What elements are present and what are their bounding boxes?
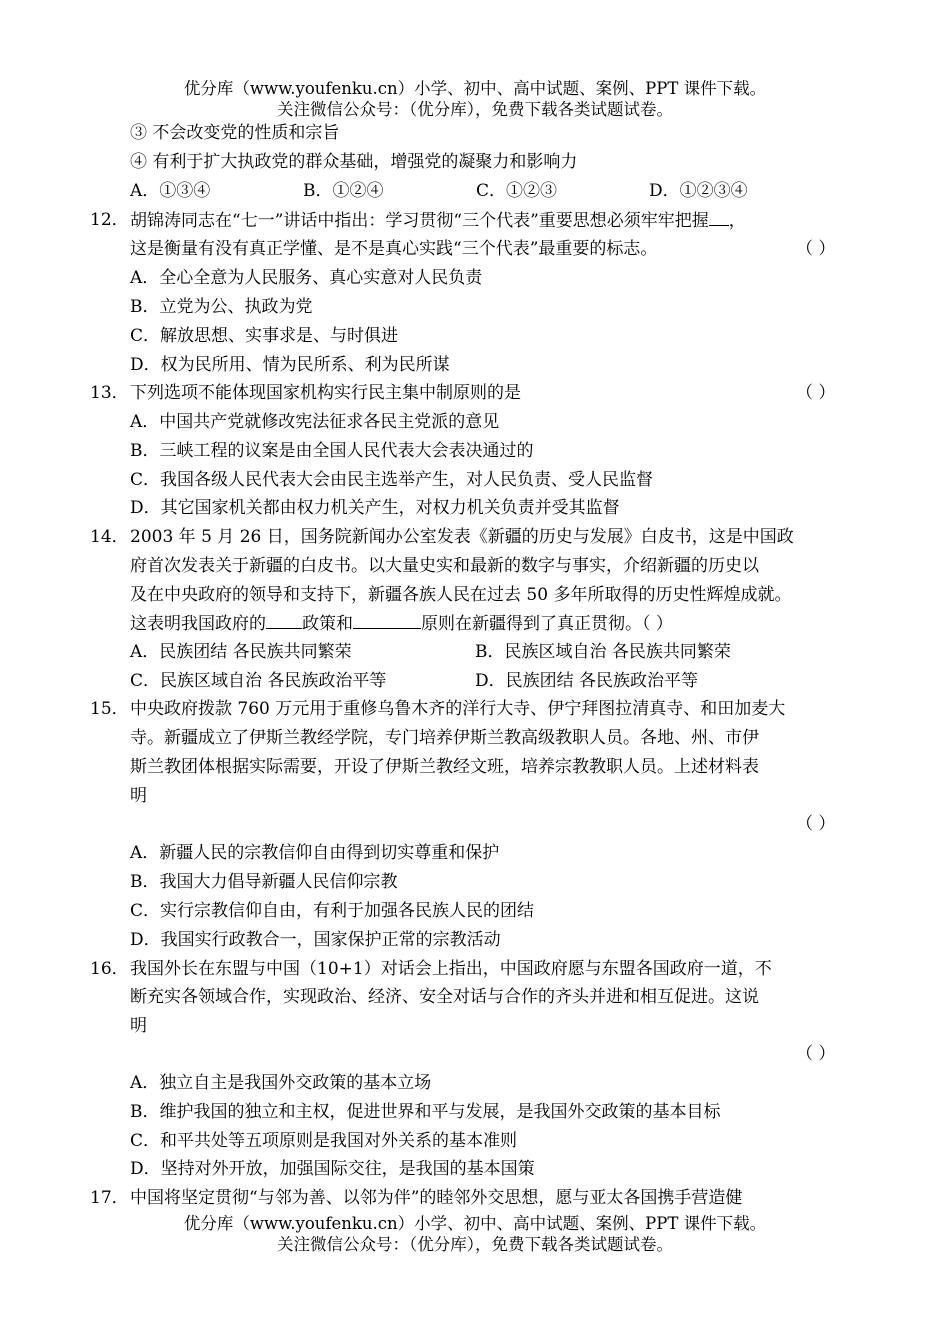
q11-option-c: C．①②③ xyxy=(476,181,558,201)
q16-answer-bracket: （ ） xyxy=(796,1044,836,1064)
q15-stem-1: 中央政府拨款 760 万元用于重修乌鲁木齐的洋行大寺、伊宁拜图拉清真寺、和田加麦大 xyxy=(130,699,786,719)
q17-stem-1: 中国将坚定贯彻“与邻为善、以邻为伴”的睦邻外交思想，愿与亚太各国携手营造健 xyxy=(130,1188,743,1208)
q14-number: 14． xyxy=(90,527,129,547)
q15-number: 15． xyxy=(90,699,129,719)
q12-answer-bracket: （ ） xyxy=(796,239,836,259)
q13-number: 13． xyxy=(90,383,129,403)
q17-number: 17． xyxy=(90,1188,129,1208)
header-line-1: 优分库（www.youfenku.cn）小学、初中、高中试题、案例、PPT 课件下载。 xyxy=(183,79,767,98)
q15-answer-bracket: （ ） xyxy=(796,814,836,834)
q14-option-a: A．民族团结 各民族共同繁荣 xyxy=(130,642,352,662)
q12-number: 12． xyxy=(90,210,129,230)
footer-line-2: 关注微信公众号：（优分库），免费下载各类试题试卷。 xyxy=(277,1235,673,1254)
q14-option-b: B．民族区域自治 各民族共同繁荣 xyxy=(475,642,731,662)
q13-stem: 下列选项不能体现国家机构实行民主集中制原则的是 xyxy=(130,383,521,403)
header-line-2: 关注微信公众号：（优分库），免费下载各类试题试卷。 xyxy=(277,100,673,119)
footer-line-1: 优分库（www.youfenku.cn）小学、初中、高中试题、案例、PPT 课件下载。 xyxy=(183,1214,767,1233)
q16-stem-1: 我国外长在东盟与中国（10+1）对话会上指出，中国政府愿与东盟各国政府一道，不 xyxy=(130,959,772,979)
q11-option-a: A．①③④ xyxy=(130,181,211,201)
q14-stem-1: 2003 年 5 月 26 日，国务院新闻办公室发表《新疆的历史与发展》白皮书，这是中国政 xyxy=(130,527,794,547)
q14-option-d: D．民族团结 各民族政治平等 xyxy=(475,671,699,691)
q14-blank-2 xyxy=(353,612,421,629)
q13-answer-bracket: （ ） xyxy=(796,383,836,403)
q12-stem-1: 胡锦涛同志在“七一”讲话中指出：学习贯彻“三个代表”重要思想必须牢牢把握 xyxy=(130,211,709,231)
q11-option-d: D．①②③④ xyxy=(649,181,748,201)
q14-option-c: C．民族区域自治 各民族政治平等 xyxy=(130,671,387,691)
q14-blank-1 xyxy=(266,612,302,629)
q12-blank xyxy=(709,209,729,226)
q11-option-b: B．①②④ xyxy=(303,181,384,201)
q16-number: 16． xyxy=(90,959,129,979)
q12-stem-2: 这是衡量有没有真正学懂、是不是真心实践“三个代表”最重要的标志。 xyxy=(130,239,658,259)
